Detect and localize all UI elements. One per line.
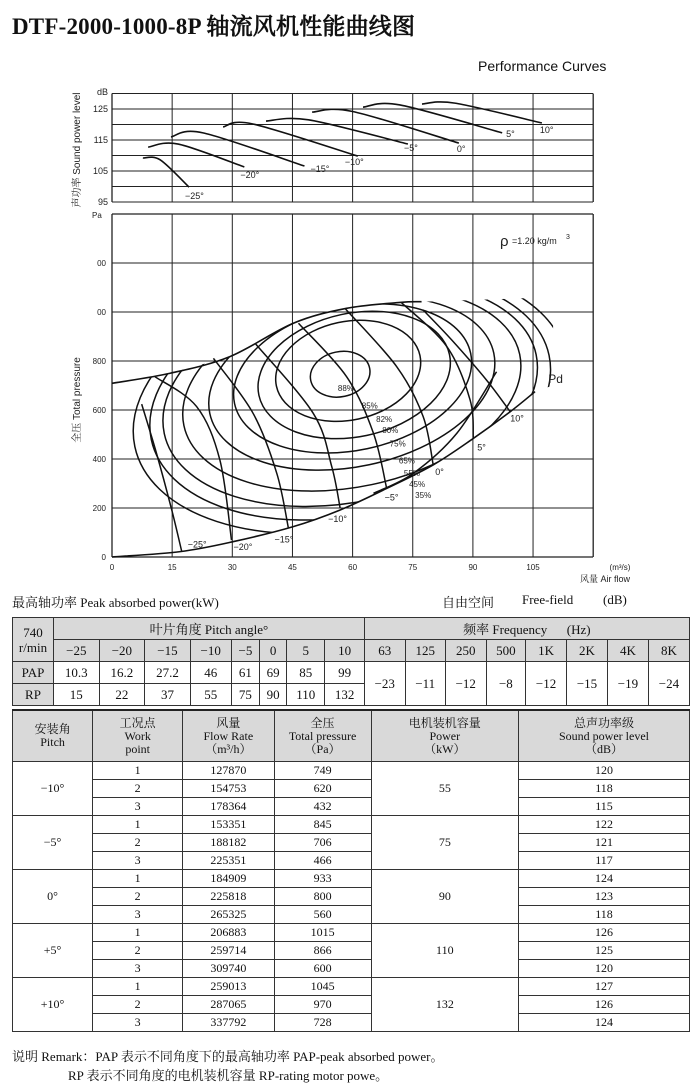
frequency-cell: 250 bbox=[445, 640, 486, 662]
table-row bbox=[13, 852, 690, 870]
pitch-line-label: −15° bbox=[274, 534, 294, 545]
y-axis-label: 全压 Total pressure bbox=[72, 357, 83, 443]
y-tick-label: 00 bbox=[97, 308, 106, 317]
pap-value: 10.3 bbox=[54, 662, 100, 684]
table-row bbox=[13, 834, 690, 852]
y-tick-label: 115 bbox=[93, 135, 108, 145]
rp-value: 15 bbox=[54, 684, 100, 706]
efficiency-label: 80% bbox=[382, 425, 399, 435]
y-tick-label: 400 bbox=[92, 455, 106, 464]
frequency-cell: 125 bbox=[405, 640, 445, 662]
frequency-cell: 500 bbox=[486, 640, 525, 662]
speed-cell bbox=[13, 618, 54, 662]
total-pressure-cell: 560 bbox=[274, 906, 371, 924]
pitch-angle-cell: −5 bbox=[231, 640, 259, 662]
power-cell: 75 bbox=[371, 816, 518, 870]
flow-rate-cell: 154753 bbox=[183, 780, 274, 798]
work-point-cell: 3 bbox=[93, 906, 183, 924]
frequency-correction-value: −24 bbox=[648, 662, 689, 706]
pitch-cell: −5° bbox=[13, 816, 93, 870]
sound-curve bbox=[422, 102, 542, 123]
total-pressure-cell: 970 bbox=[274, 996, 371, 1014]
flow-rate-cell: 206883 bbox=[183, 924, 274, 942]
rp-value: 37 bbox=[145, 684, 191, 706]
density-symbol: ρ bbox=[500, 233, 509, 250]
flow-rate-cell: 309740 bbox=[183, 960, 274, 978]
pitch-line bbox=[213, 358, 288, 528]
x-tick-label: 105 bbox=[526, 563, 540, 572]
y-unit-label: Pa bbox=[92, 211, 102, 220]
frequency-cell: 4K bbox=[607, 640, 648, 662]
pitch-line bbox=[255, 343, 340, 508]
pap-label: PAP bbox=[13, 662, 54, 684]
table-row bbox=[13, 888, 690, 906]
power-cell: 110 bbox=[371, 924, 518, 978]
work-point-cell: 2 bbox=[93, 996, 183, 1014]
flow-rate-cell: 184909 bbox=[183, 870, 274, 888]
column-header-line: Work bbox=[124, 728, 151, 743]
table-row bbox=[13, 942, 690, 960]
column-header-line: （m³/h） bbox=[205, 741, 252, 756]
total-pressure-cell: 620 bbox=[274, 780, 371, 798]
y-tick-label: 0 bbox=[101, 553, 106, 562]
table-row bbox=[13, 780, 690, 798]
y-tick-label: 00 bbox=[97, 259, 106, 268]
column-header-line: 总声功率级 bbox=[573, 715, 634, 730]
x-tick-label: 90 bbox=[468, 563, 478, 572]
efficiency-label: 45% bbox=[409, 480, 426, 490]
column-header bbox=[13, 710, 93, 762]
x-tick-label: 75 bbox=[408, 563, 418, 572]
rp-value: 110 bbox=[287, 684, 325, 706]
flow-rate-cell: 259714 bbox=[183, 942, 274, 960]
y-tick-label: 600 bbox=[92, 406, 106, 415]
sound-curve-label: −5° bbox=[403, 143, 418, 154]
flow-rate-cell: 225818 bbox=[183, 888, 274, 906]
peak-power-caption: 最高轴功率 Peak absorbed power(kW) bbox=[12, 595, 219, 610]
efficiency-label: 75% bbox=[389, 439, 406, 449]
total-pressure-cell: 800 bbox=[274, 888, 371, 906]
column-header-line: 风量 bbox=[216, 715, 241, 730]
pitch-line bbox=[142, 404, 182, 551]
y-tick-label: 105 bbox=[92, 166, 108, 176]
sound-power-cell: 127 bbox=[519, 978, 690, 996]
column-header-line: 安装角 bbox=[34, 722, 71, 736]
frequency-correction-value: −12 bbox=[445, 662, 486, 706]
free-field-en-label: Free-field bbox=[522, 592, 574, 607]
total-pressure-cell: 1015 bbox=[274, 924, 371, 942]
header-row bbox=[13, 710, 690, 762]
column-header-line: （dB） bbox=[584, 741, 623, 756]
work-point-cell: 1 bbox=[93, 870, 183, 888]
sound-power-cell: 122 bbox=[519, 816, 690, 834]
y-unit-label: dB bbox=[96, 87, 108, 97]
remark-line-1: 说明 Remark：PAP 表示不同角度下的最高轴功率 PAP-peak absorbed power。 bbox=[12, 1049, 444, 1064]
sound-power-cell: 124 bbox=[519, 1014, 690, 1032]
frequency-cell: 2K bbox=[567, 640, 608, 662]
sound-curve bbox=[171, 131, 305, 166]
flow-rate-cell: 178364 bbox=[183, 798, 274, 816]
column-header-line: Total pressure bbox=[288, 728, 357, 743]
x-tick-label: 60 bbox=[348, 563, 358, 572]
x-tick-label: 30 bbox=[227, 563, 237, 572]
frequency-correction-value: −11 bbox=[405, 662, 445, 706]
limit-line bbox=[112, 392, 535, 557]
pitch-line-label: 0° bbox=[435, 466, 444, 477]
pd-label: Pd bbox=[548, 371, 563, 386]
sound-curve-label: −20° bbox=[240, 169, 260, 180]
column-header bbox=[93, 710, 183, 762]
column-header-line: 电机装机容量 bbox=[408, 715, 481, 730]
frequency-correction-value: −15 bbox=[567, 662, 608, 706]
efficiency-label: 82% bbox=[376, 415, 393, 425]
surge-line bbox=[112, 302, 422, 384]
table-row bbox=[13, 870, 690, 888]
pitch-line-label: −25° bbox=[187, 539, 207, 550]
density-exponent: 3 bbox=[566, 234, 570, 241]
flow-rate-cell: 287065 bbox=[183, 996, 274, 1014]
work-point-cell: 3 bbox=[93, 1014, 183, 1032]
sound-power-cell: 125 bbox=[519, 942, 690, 960]
sound-power-cell: 121 bbox=[519, 834, 690, 852]
pitch-line-label: −10° bbox=[328, 514, 348, 525]
db-unit-label: (dB) bbox=[603, 592, 627, 607]
frequency-title: 频率 Frequency bbox=[463, 622, 548, 637]
pap-value: 16.2 bbox=[99, 662, 145, 684]
sound-power-cell: 118 bbox=[519, 906, 690, 924]
sound-power-cell: 124 bbox=[519, 870, 690, 888]
pap-value: 46 bbox=[190, 662, 231, 684]
total-pressure-cell: 466 bbox=[274, 852, 371, 870]
pitch-cell: +5° bbox=[13, 924, 93, 978]
sound-power-cell: 115 bbox=[519, 798, 690, 816]
total-pressure-cell: 432 bbox=[274, 798, 371, 816]
power-cell: 90 bbox=[371, 870, 518, 924]
table-row bbox=[13, 906, 690, 924]
peak-power-table bbox=[12, 617, 690, 706]
pap-value: 27.2 bbox=[145, 662, 191, 684]
y-tick-label: 95 bbox=[97, 197, 108, 207]
pap-value: 99 bbox=[325, 662, 364, 684]
sound-curve-label: 5° bbox=[506, 128, 515, 139]
column-header bbox=[183, 710, 274, 762]
total-pressure-cell: 600 bbox=[274, 960, 371, 978]
work-point-cell: 2 bbox=[93, 942, 183, 960]
x-unit-label: (m³/s) bbox=[609, 563, 631, 572]
power-cell: 55 bbox=[371, 762, 518, 816]
work-point-cell: 2 bbox=[93, 888, 183, 906]
flow-rate-cell: 225351 bbox=[183, 852, 274, 870]
y-axis-label: 声功率 Sound power level bbox=[72, 92, 83, 208]
sound-power-cell: 120 bbox=[519, 960, 690, 978]
pitch-line-label: −5° bbox=[384, 492, 399, 503]
sound-power-cell: 117 bbox=[519, 852, 690, 870]
column-header bbox=[519, 710, 690, 762]
work-point-cell: 3 bbox=[93, 960, 183, 978]
table-row bbox=[13, 1014, 690, 1032]
rp-value: 90 bbox=[260, 684, 287, 706]
table-row bbox=[13, 762, 690, 780]
sound-curve bbox=[148, 143, 244, 167]
pap-value: 69 bbox=[260, 662, 287, 684]
sound-curve-label: 10° bbox=[539, 124, 554, 135]
sound-curve bbox=[223, 122, 358, 156]
pitch-line-label: 5° bbox=[477, 442, 486, 453]
y-tick-label: 800 bbox=[92, 357, 106, 366]
pitch-angle-cell: −20 bbox=[99, 640, 145, 662]
rp-value: 75 bbox=[231, 684, 259, 706]
pressure-flow-chart bbox=[70, 211, 631, 584]
pitch-angle-cell: 5 bbox=[287, 640, 325, 662]
table-row bbox=[13, 996, 690, 1014]
x-axis-label: 风量 Air flow bbox=[579, 574, 630, 584]
sound-power-cell: 120 bbox=[519, 762, 690, 780]
sound-power-chart bbox=[70, 87, 593, 208]
column-header-line: 工况点 bbox=[119, 715, 156, 730]
sound-power-cell: 123 bbox=[519, 888, 690, 906]
efficiency-contour bbox=[266, 307, 430, 434]
work-point-cell: 2 bbox=[93, 780, 183, 798]
sound-curve bbox=[143, 157, 189, 187]
pitch-cell: 0° bbox=[13, 870, 93, 924]
pap-value: 61 bbox=[231, 662, 259, 684]
frequency-cell: 8K bbox=[648, 640, 689, 662]
efficiency-label: 65% bbox=[398, 456, 415, 466]
frequency-correction-value: −19 bbox=[607, 662, 648, 706]
rp-value: 22 bbox=[99, 684, 145, 706]
work-point-cell: 1 bbox=[93, 816, 183, 834]
work-point-cell: 3 bbox=[93, 852, 183, 870]
frequency-unit: (Hz) bbox=[566, 622, 591, 637]
chart-subtitle: Performance Curves bbox=[478, 58, 607, 74]
x-tick-label: 0 bbox=[109, 563, 115, 572]
pitch-cell: +10° bbox=[13, 978, 93, 1032]
flow-rate-cell: 153351 bbox=[183, 816, 274, 834]
pap-value: 85 bbox=[287, 662, 325, 684]
pitch-angle-cell: 10 bbox=[325, 640, 364, 662]
efficiency-label: 85% bbox=[361, 401, 378, 411]
rp-value: 132 bbox=[325, 684, 364, 706]
sound-power-cell: 126 bbox=[519, 924, 690, 942]
total-pressure-cell: 1045 bbox=[274, 978, 371, 996]
total-pressure-cell: 728 bbox=[274, 1014, 371, 1032]
column-header-line: point bbox=[125, 741, 150, 756]
efficiency-contour bbox=[306, 346, 374, 403]
pitch-line-label: −20° bbox=[233, 542, 253, 553]
frequency-cell: 63 bbox=[364, 640, 405, 662]
efficiency-label: 35% bbox=[415, 491, 432, 501]
flow-rate-cell: 127870 bbox=[183, 762, 274, 780]
x-tick-label: 45 bbox=[287, 563, 297, 572]
sound-power-cell: 126 bbox=[519, 996, 690, 1014]
column-header-line: （Pa） bbox=[304, 741, 341, 756]
work-point-table bbox=[12, 709, 690, 1032]
pitch-angle-cell: −15 bbox=[145, 640, 191, 662]
efficiency-label: 88% bbox=[337, 384, 354, 394]
density-value: =1.20 kg/m bbox=[512, 236, 557, 246]
pitch-angle-cell: 0 bbox=[260, 640, 287, 662]
column-header-line: Pitch bbox=[40, 735, 65, 749]
y-tick-label: 125 bbox=[92, 104, 108, 114]
work-point-cell: 1 bbox=[93, 924, 183, 942]
table-row bbox=[13, 960, 690, 978]
total-pressure-cell: 866 bbox=[274, 942, 371, 960]
speed-unit: r/min bbox=[18, 639, 48, 655]
speed-value: 740 bbox=[23, 624, 43, 640]
total-pressure-cell: 749 bbox=[274, 762, 371, 780]
free-field-label: 自由空间 bbox=[442, 595, 495, 610]
table-row bbox=[13, 978, 690, 996]
pitch-angle-cell: −10 bbox=[190, 640, 231, 662]
flow-rate-cell: 265325 bbox=[183, 906, 274, 924]
flow-rate-cell: 188182 bbox=[183, 834, 274, 852]
table-row bbox=[13, 816, 690, 834]
efficiency-contours bbox=[108, 231, 592, 572]
work-point-cell: 1 bbox=[93, 978, 183, 996]
rp-label: RP bbox=[13, 684, 54, 706]
sound-curve-label: −15° bbox=[310, 164, 330, 175]
frequency-correction-value: −12 bbox=[526, 662, 567, 706]
table-row bbox=[13, 924, 690, 942]
remark-line-2: RP 表示不同角度的电机装机容量 RP-rating motor powe。 bbox=[68, 1068, 389, 1083]
x-tick-label: 15 bbox=[167, 563, 177, 572]
frequency-correction-value: −8 bbox=[486, 662, 525, 706]
pitch-angle-cell: −25 bbox=[54, 640, 100, 662]
pitch-line-label: 10° bbox=[510, 413, 524, 424]
column-header-line: Flow Rate bbox=[203, 728, 254, 743]
sound-power-cell: 118 bbox=[519, 780, 690, 798]
work-point-cell: 1 bbox=[93, 762, 183, 780]
column-header bbox=[274, 710, 371, 762]
y-tick-label: 200 bbox=[92, 504, 106, 513]
flow-rate-cell: 259013 bbox=[183, 978, 274, 996]
frequency-correction-value: −23 bbox=[364, 662, 405, 706]
sound-curve-label: −10° bbox=[344, 157, 364, 168]
sound-curve-label: −25° bbox=[184, 191, 204, 202]
column-header bbox=[371, 710, 518, 762]
page-title: DTF-2000-1000-8P 轴流风机性能曲线图 bbox=[12, 14, 416, 39]
total-pressure-cell: 933 bbox=[274, 870, 371, 888]
sound-curve-label: 0° bbox=[456, 144, 466, 155]
table-row bbox=[13, 798, 690, 816]
total-pressure-cell: 706 bbox=[274, 834, 371, 852]
column-header-line: Power bbox=[429, 728, 461, 743]
frequency-cell: 1K bbox=[526, 640, 567, 662]
work-point-cell: 2 bbox=[93, 834, 183, 852]
column-header-line: （kW） bbox=[424, 741, 466, 756]
pitch-angle-header: 叶片角度 Pitch angle° bbox=[54, 618, 365, 640]
power-cell: 132 bbox=[371, 978, 518, 1032]
efficiency-contour bbox=[108, 231, 592, 572]
efficiency-label: 55% bbox=[403, 468, 420, 478]
frequency-header bbox=[364, 618, 689, 640]
total-pressure-cell: 845 bbox=[274, 816, 371, 834]
work-point-cell: 3 bbox=[93, 798, 183, 816]
column-header-line: Sound power level bbox=[559, 728, 649, 743]
column-header-line: 全压 bbox=[310, 715, 335, 730]
rp-value: 55 bbox=[190, 684, 231, 706]
pitch-cell: −10° bbox=[13, 762, 93, 816]
flow-rate-cell: 337792 bbox=[183, 1014, 274, 1032]
